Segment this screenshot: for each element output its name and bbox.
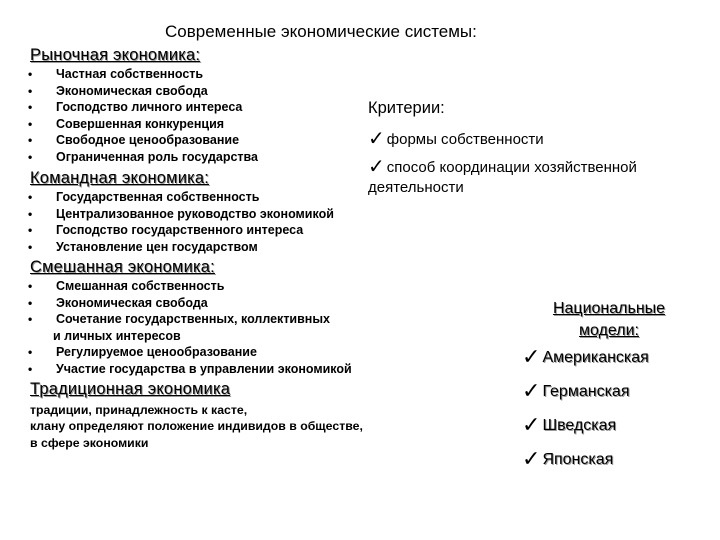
- national-model-item: [522, 447, 613, 472]
- list-item: • Господство личного интереса: [27, 99, 258, 116]
- checkmark-icon: ✓: [522, 345, 541, 370]
- criteria-item: [368, 154, 637, 178]
- list-item: • Частная собственность: [27, 66, 258, 83]
- criteria-title: Критерии:: [368, 99, 445, 117]
- list-item: • Экономическая свобода: [27, 83, 258, 100]
- market-economy-heading: Рыночная экономика:: [30, 46, 201, 64]
- national-model-label: Японская: [542, 451, 614, 468]
- national-model-label: Германская: [542, 383, 630, 400]
- criteria-item-continuation: деятельности: [368, 179, 464, 196]
- mixed-economy-list: [27, 278, 352, 377]
- national-model-item: [522, 379, 629, 404]
- checkmark-icon: ✓: [522, 379, 541, 404]
- description-line: клану определяют положение индивидов в обществе,: [30, 419, 363, 434]
- criteria-item: [368, 126, 544, 150]
- list-item: • Сочетание государственных, коллективных: [27, 311, 352, 328]
- list-item: • Экономическая свобода: [27, 295, 352, 312]
- list-item: • Ограниченная роль государства: [27, 149, 258, 166]
- checkmark-icon: ✓: [522, 447, 541, 472]
- page-title: Современные экономические системы:: [165, 22, 477, 41]
- list-item: • Государственная собственность: [27, 189, 334, 206]
- criteria-label: способ координации хозяйственной: [386, 159, 637, 176]
- market-economy-list: [27, 66, 258, 165]
- national-model-label: Шведская: [542, 417, 617, 434]
- traditional-economy-description: [30, 402, 363, 451]
- mixed-economy-heading: Смешанная экономика:: [30, 258, 215, 276]
- checkmark-icon: ✓: [368, 126, 385, 150]
- list-item: • Установление цен государством: [27, 239, 334, 256]
- description-line: традиции, принадлежность к касте,: [30, 403, 248, 417]
- command-economy-heading: Командная экономика:: [30, 169, 210, 187]
- description-line: в сфере экономики: [30, 435, 149, 450]
- national-model-label: Американская: [542, 349, 649, 366]
- checkmark-icon: ✓: [522, 413, 541, 438]
- list-item: • Регулируемое ценообразование: [27, 344, 352, 361]
- list-item: • Смешанная собственность: [27, 278, 352, 295]
- list-item: • Свободное ценообразование: [27, 132, 258, 149]
- national-model-item: [522, 345, 649, 370]
- command-economy-list: [27, 189, 334, 255]
- list-item-continuation: и личных интересов: [53, 328, 181, 343]
- checkmark-icon: ✓: [368, 154, 385, 178]
- list-item: • Централизованное руководство экономикой: [27, 206, 334, 223]
- traditional-economy-heading: Традиционная экономика: [30, 380, 231, 398]
- list-item: • Участие государства в управлении экономикой: [27, 361, 352, 378]
- criteria-label: формы собственности: [386, 131, 544, 148]
- national-models-title: Национальные модели:: [552, 300, 666, 339]
- national-model-item: [522, 413, 616, 438]
- list-item: • Совершенная конкуренция: [27, 116, 258, 133]
- list-item: • Господство государственного интереса: [27, 222, 334, 239]
